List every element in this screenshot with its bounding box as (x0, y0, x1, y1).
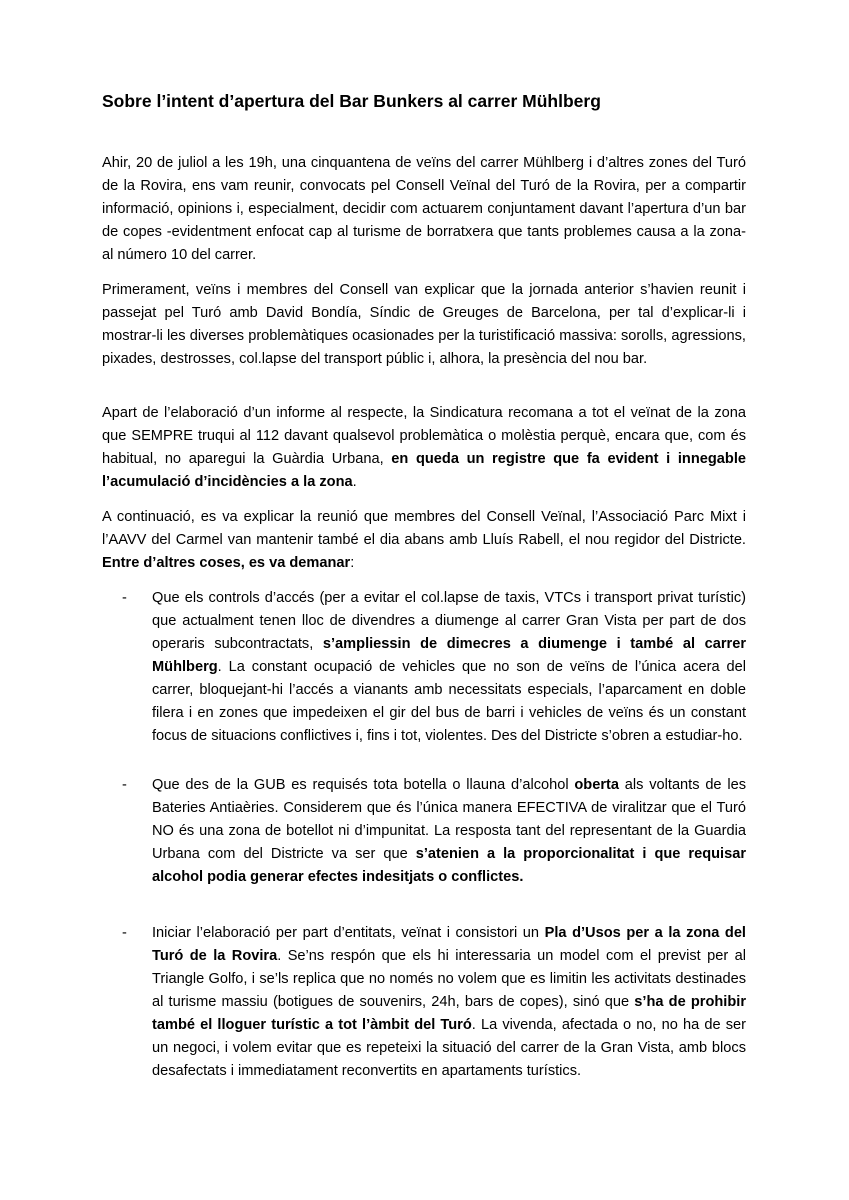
paragraph-recommendation: Apart de l’elaboració d’un informe al respecte, la Sindicatura recomana a tot el veïnat de la zona que SEMPRE truqui al 112 davant qualsevol problemàtica o molèstia perquè, encara que, com és habitual, no aparegui la Guàrdia Urbana, en queda un registre que fa evident i innegable l’acumulació d’incidències a la zona. (102, 405, 746, 490)
paragraph-meeting-intro: Ahir, 20 de juliol a les 19h, una cinquantena de veïns del carrer Mühlberg i d’altres zones del Turó de la Rovira, ens vam reunir, convocats pel Consell Veïnal del Turó de la Rovira, per a compartir informació, opinions i, especialment, decidir com actuarem conjuntament davant l’apertura d’un bar de copes -evidentment enfocat cap al turisme de borratxera que tants problemes causa a la zona- al número 10 del carrer. (102, 155, 746, 263)
list-bullet: - (122, 925, 127, 941)
document-title: Sobre l’intent d’apertura del Bar Bunkers al carrer Mühlberg (102, 91, 601, 111)
list-bullet: - (122, 590, 127, 606)
list-item-text: Iniciar l’elaboració per part d’entitats, veïnat i consistori un Pla d’Usos per a la zona del Turó de la Rovira. Se’ns respón que els hi interessaria un model com el previst per al Triangle Golfo, i se’ls replica que no només no volem que es limitin les activitats destinades al turisme massiu (botigues de souvenirs, 24h, bars de copes), sinó que s’ha de prohibir també el lloguer turístic a tot l’àmbit del Turó. La vivenda, afectada o no, no ha de ser un negoci, i volem evitar que es repeteixi la situació del carrer de la Gran Vista, amb blocs desafectats i immediatament reconvertits en apartaments turístics. (152, 925, 747, 1079)
paragraph-sindic-visit: Primerament, veïns i membres del Consell van explicar que la jornada anterior s’havien reunit i passejat pel Turó amb David Bondía, Síndic de Greuges de Barcelona, per tal d’explicar-li i mostrar-li les diverses problemàtiques ocasionades per la turistificació massiva: sorolls, agressions, pixades, destrosses, col.lapse del transport públic i, alhora, la presència del nou bar. (102, 282, 746, 367)
paragraph-district-meeting: A continuació, es va explicar la reunió que membres del Consell Veïnal, l’Associació Parc Mixt i l’AAVV del Carmel van mantenir també el dia abans amb Lluís Rabell, el nou regidor del Districte. Entre d’altres coses, es va demanar: (102, 509, 746, 571)
list-bullet: - (122, 777, 127, 793)
list-item-text: Que des de la GUB es requisés tota botella o llauna d’alcohol oberta als voltants de les Bateries Antiaèries. Considerem que és l’única manera EFECTIVA de viralitzar que el Turó NO és una zona de botellot ni d’impunitat. La resposta tant del representant de la Guardia Urbana com del Districte va ser que s’atenien a la proporcionalitat i que requisar alcohol podia generar efectes indesitjats o conflictes. (152, 777, 746, 885)
emphasis-registry: en queda un registre que fa evident i innegable l’acumulació d’incidències a la zona (102, 451, 746, 490)
list-item-text: Que els controls d’accés (per a evitar el col.lapse de taxis, VTCs i transport privat turístic) que actualment tenen lloc de divendres a diumenge al carrer Gran Vista per part de dos operaris subcontractats, s’ampliessin de dimecres a diumenge i també al carrer Mühlberg. La constant ocupació de vehicles que no son de veïns de l’única acera del carrer, bloquejant-hi l’accés a vianants amb necessitats especials, l’aparcament en doble filera i en zones que impedeixen el gir del bus de barri i vehicles de veïns és un constant focus de situacions conflictives i, fins i tot, violentes. Des del Districte s’obren a estudiar-ho. (152, 590, 746, 744)
emphasis-demands: Entre d’altres coses, es va demanar (102, 555, 351, 571)
